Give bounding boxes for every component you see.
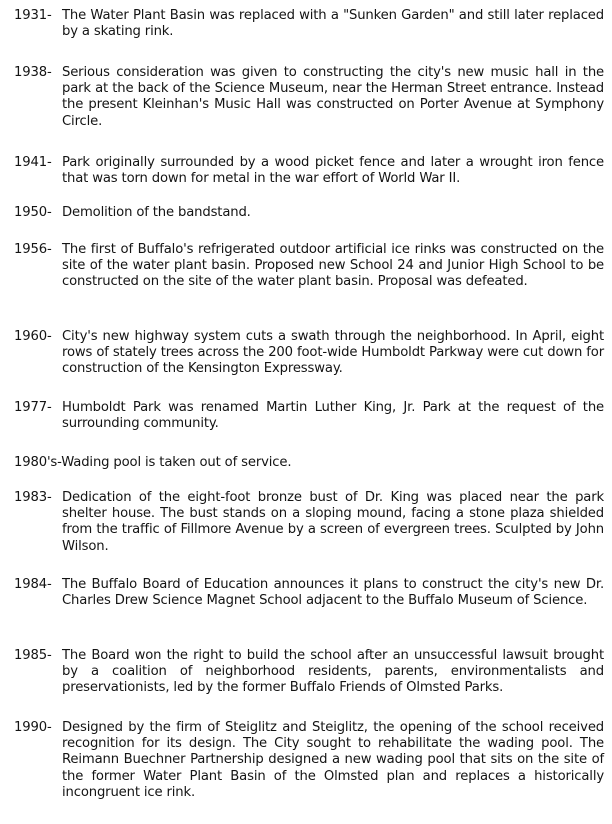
timeline-entry-1931 <box>14 8 604 40</box>
entry-text: Wading pool is taken out of service. <box>61 455 292 470</box>
timeline-entry-1984 <box>14 577 604 609</box>
entry-year: 1977- <box>14 400 52 415</box>
entry-text: Demolition of the bandstand. <box>62 205 251 220</box>
entry-text: Designed by the firm of Steiglitz and Steiglitz, the opening of the school received recognition for its design. The City sought to rehabilitate the wading pool. The Reimann Buechner Partnership designed a new wading pool that sits on the site of the former Water Plant Basin of the Olmsted plan and replaces a historically incongruent ice rink. <box>62 720 604 800</box>
timeline-entry-1980s <box>14 455 604 471</box>
entry-line <box>14 455 604 471</box>
entry-year: 1984- <box>14 577 52 592</box>
entry-text: The first of Buffalo's refrigerated outdoor artificial ice rinks was constructed on the site of the water plant basin. Proposed new School 24 and Junior High School to be constructed on the site of the water plant basin. Proposal was defeated. <box>62 242 604 290</box>
timeline-entry-1950 <box>14 205 604 221</box>
entry-year: 1956- <box>14 242 52 257</box>
timeline-entry-1983 <box>14 490 604 555</box>
entry-text: Humboldt Park was renamed Martin Luther King, Jr. Park at the request of the surrounding community. <box>62 400 604 432</box>
timeline-entry-1960 <box>14 329 604 378</box>
entry-text: The Water Plant Basin was replaced with a "Sunken Garden" and still later replaced by a skating rink. <box>62 8 604 40</box>
timeline-entry-1977 <box>14 400 604 432</box>
entry-year: 1931- <box>14 8 52 23</box>
timeline-entry-1956 <box>14 242 604 291</box>
entry-text: The Buffalo Board of Education announces it plans to construct the city's new Dr. Charles Drew Science Magnet School adjacent to the Buffalo Museum of Science. <box>62 577 604 609</box>
entry-year: 1990- <box>14 720 52 735</box>
entry-year: 1938- <box>14 65 52 80</box>
entry-year: 1941- <box>14 155 52 170</box>
entry-text: Park originally surrounded by a wood picket fence and later a wrought iron fence that was torn down for metal in the war effort of World War II. <box>62 155 604 187</box>
entry-text: Dedication of the eight-foot bronze bust of Dr. King was placed near the park shelter house. The bust stands on a sloping mound, facing a stone plaza shielded from the traffic of Fillmore Avenue by a screen of evergreen trees. Sculpted by John Wilson. <box>62 490 604 554</box>
entry-text: City's new highway system cuts a swath through the neighborhood. In April, eight rows of stately trees across the 200 foot-wide Humboldt Parkway were cut down for construction of the Kensington Expressway. <box>62 329 604 377</box>
timeline-entry-1938 <box>14 65 604 130</box>
entry-year: 1980's- <box>14 455 62 470</box>
timeline-entry-1990 <box>14 720 604 801</box>
entry-text: The Board won the right to build the school after an unsuccessful lawsuit brought by a coalition of neighborhood residents, parents, environmentalists and preservationists, led by the former Buffalo Friends of Olmsted Parks. <box>62 648 604 696</box>
entry-text: Serious consideration was given to constructing the city's new music hall in the park at the back of the Science Museum, near the Herman Street entrance. Instead the present Kleinhan's Music Hall was constructed on Porter Avenue at Symphony Circle. <box>62 65 604 129</box>
entry-year: 1960- <box>14 329 52 344</box>
entry-year: 1950- <box>14 205 52 220</box>
timeline-entry-1941 <box>14 155 604 187</box>
entry-year: 1983- <box>14 490 52 505</box>
timeline-entry-1985 <box>14 648 604 697</box>
entry-year: 1985- <box>14 648 52 663</box>
